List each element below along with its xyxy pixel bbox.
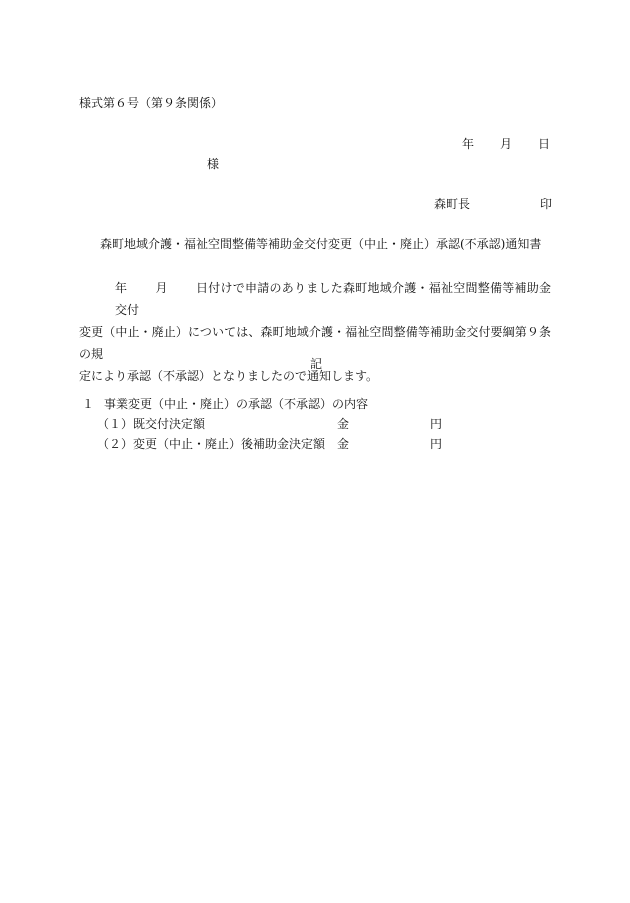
date-line [462, 138, 550, 150]
row-yen-changed-amount: 円 [430, 437, 443, 451]
row-label-existing-amount: （１）既交付決定額 [97, 417, 206, 431]
date-month-label: 月 [499, 137, 512, 151]
body-line-3: 定により承認（不承認）となりましたので通知します。 [79, 369, 379, 383]
date-day-label: 日 [537, 137, 550, 151]
recipient-honorific: 様 [207, 157, 220, 171]
body-year-label: 年 [115, 281, 128, 295]
form-number: 様式第６号（第９条関係） [79, 96, 224, 110]
row-yen-existing-amount: 円 [430, 417, 443, 431]
body-month-label: 月 [155, 281, 168, 295]
ki-heading: 記 [310, 357, 323, 371]
date-year-label: 年 [461, 137, 474, 151]
section-heading [82, 398, 368, 410]
body-line-2: 変更（中止・廃止）については、森町地域介護・福祉空間整備等補助金交付要綱第９条の規 [79, 325, 551, 361]
document-title: 森町地域介護・福祉空間整備等補助金交付変更（中止・廃止）承認(不承認)通知書 [100, 237, 542, 251]
body-line-1 [79, 277, 551, 321]
row-kin-existing-amount: 金 [337, 417, 350, 431]
seal-mark: 印 [540, 197, 553, 211]
section-number: １ [82, 397, 95, 411]
section-heading-text: 事業変更（中止・廃止）の承認（不承認）の内容 [104, 397, 369, 411]
row-kin-changed-amount: 金 [337, 437, 350, 451]
body-line-1-text: 日付けで申請のありました森町地域介護・福祉空間整備等補助金交付 [115, 281, 551, 317]
sender-name: 森町長 [434, 197, 471, 211]
row-label-changed-amount: （２）変更（中止・廃止）後補助金決定額 [97, 437, 326, 451]
